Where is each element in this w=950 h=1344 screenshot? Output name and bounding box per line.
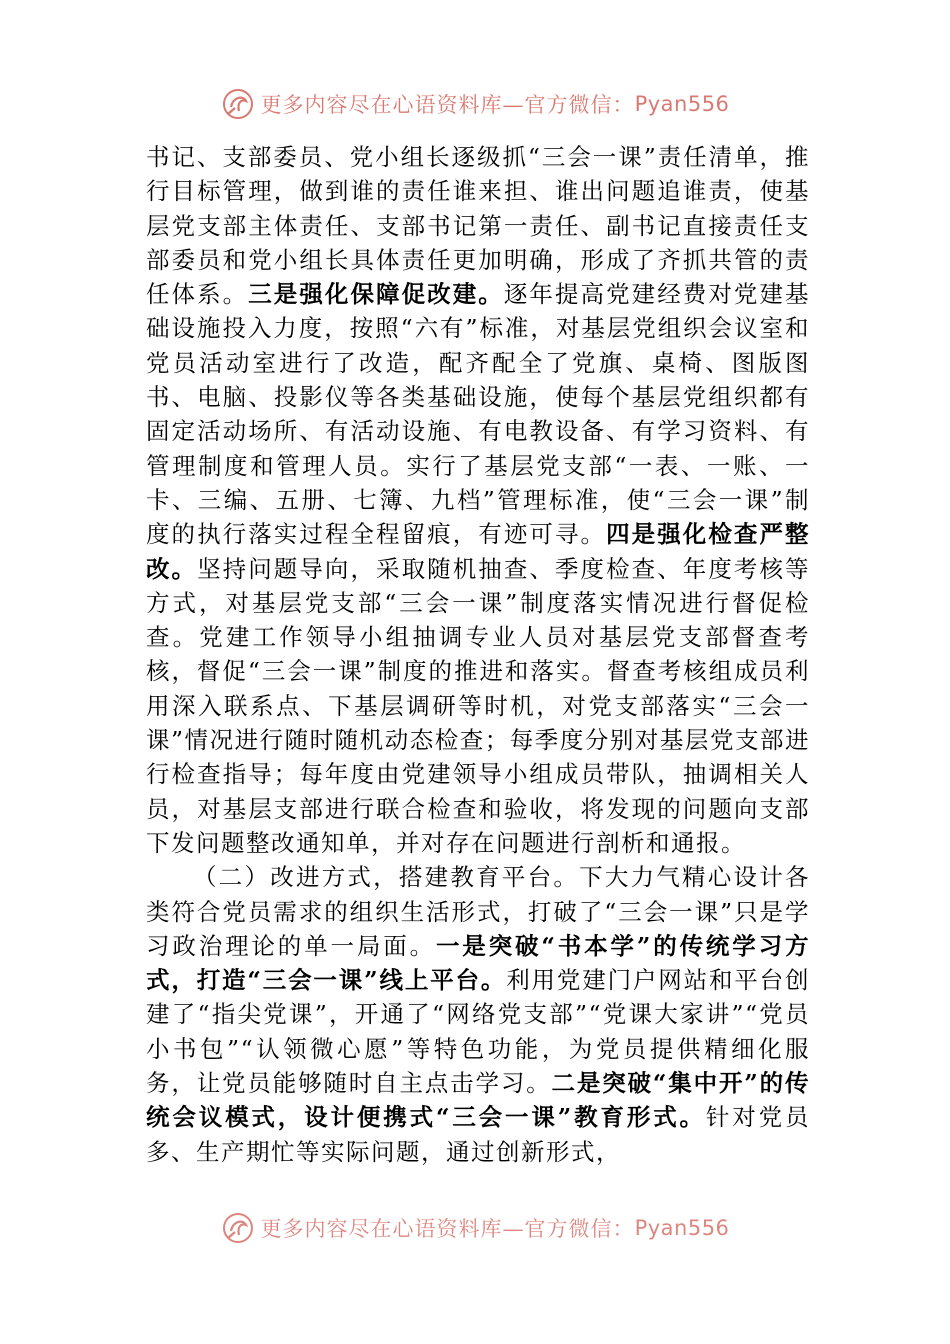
bold-heading-run: 四是强化检查严整改。: [146, 520, 811, 583]
bold-heading-run: 一是突破“书本学”的传统学习方式，打造“三会一课”线上平台。: [146, 931, 811, 995]
document-body: [146, 140, 810, 1169]
watermark-logo-icon: [221, 1211, 255, 1245]
paragraph: [146, 140, 810, 860]
text-run: 书记、支部委员、党小组长逐级抓“三会一课”责任清单，推行目标管理，做到谁的责任谁来担、谁出问题追谁责，使基层党支部主体责任、支部书记第一责任、副书记直接责任支部委员和党小组长具体责任更加明确，形成了齐抓共管的责任体系。: [146, 143, 810, 309]
text-run: 利用党建门户网站和平台创建了“指尖党课”，开通了“网络党支部”“党课大家讲”“党员小书包”“认领微心愿”等特色功能，为党员提供精细化服务，让党员能够随时自主点击学习。: [146, 966, 810, 1098]
text-run: 坚持问题导向，采取随机抽查、季度检查、年度考核等方式，对基层党支部“三会一课”制度落实情况进行督促检查。党建工作领导小组抽调专业人员对基层党支部督查考核，督促“三会一课”制度的推进和落实。督查考核组成员利用深入联系点、下基层调研等时机，对党支部落实“三会一课”情况进行随时随机动态检查；每季度分别对基层党支部进行检查指导；每年度由党建领导小组成员带队，抽调相关人员，对基层支部进行联合检查和验收，将发现的问题向支部下发问题整改通知单，并对存在问题进行剖析和通报。: [146, 554, 811, 857]
paragraph: [146, 860, 810, 1169]
watermark-text: 更多内容尽在心语资料库—官方微信：: [260, 1217, 635, 1241]
watermark-wechat-id: Pyan556: [634, 1216, 730, 1240]
watermark-footer: [0, 1208, 950, 1248]
text-run: （二）改进方式，搭建教育平台。下大力气精心设计各类符合党员需求的组织生活形式，打破了“三会一课”只是学习政治理论的单一局面。: [146, 863, 810, 960]
bold-heading-run: 三是强化保障促改建。: [248, 280, 504, 309]
watermark-logo-icon: [221, 87, 255, 121]
watermark-header: [0, 84, 950, 124]
bold-heading-run: 二是突破“集中开”的传统会议模式，设计便携式“三会一课”教育形式。: [146, 1069, 810, 1132]
text-run: 逐年提高党建经费对党建基础设施投入力度，按照“六有”标准，对基层党组织会议室和党员活动室进行了改造，配齐配全了党旗、桌椅、图版图书、电脑、投影仪等各类基础设施，使每个基层党组织都有固定活动场所、有活动设施、有电教设备、有学习资料、有管理制度和管理人员。实行了基层党支部“一表、一账、一卡、三编、五册、七簿、九档”管理标准，使“三会一课”制度的执行落实过程全程留痕，有迹可寻。: [146, 280, 811, 549]
watermark-wechat-id: Pyan556: [634, 92, 730, 116]
watermark-text: 更多内容尽在心语资料库—官方微信：: [260, 93, 635, 117]
text-run: 针对党员多、生产期忙等实际问题，通过创新形式，: [146, 1103, 810, 1166]
